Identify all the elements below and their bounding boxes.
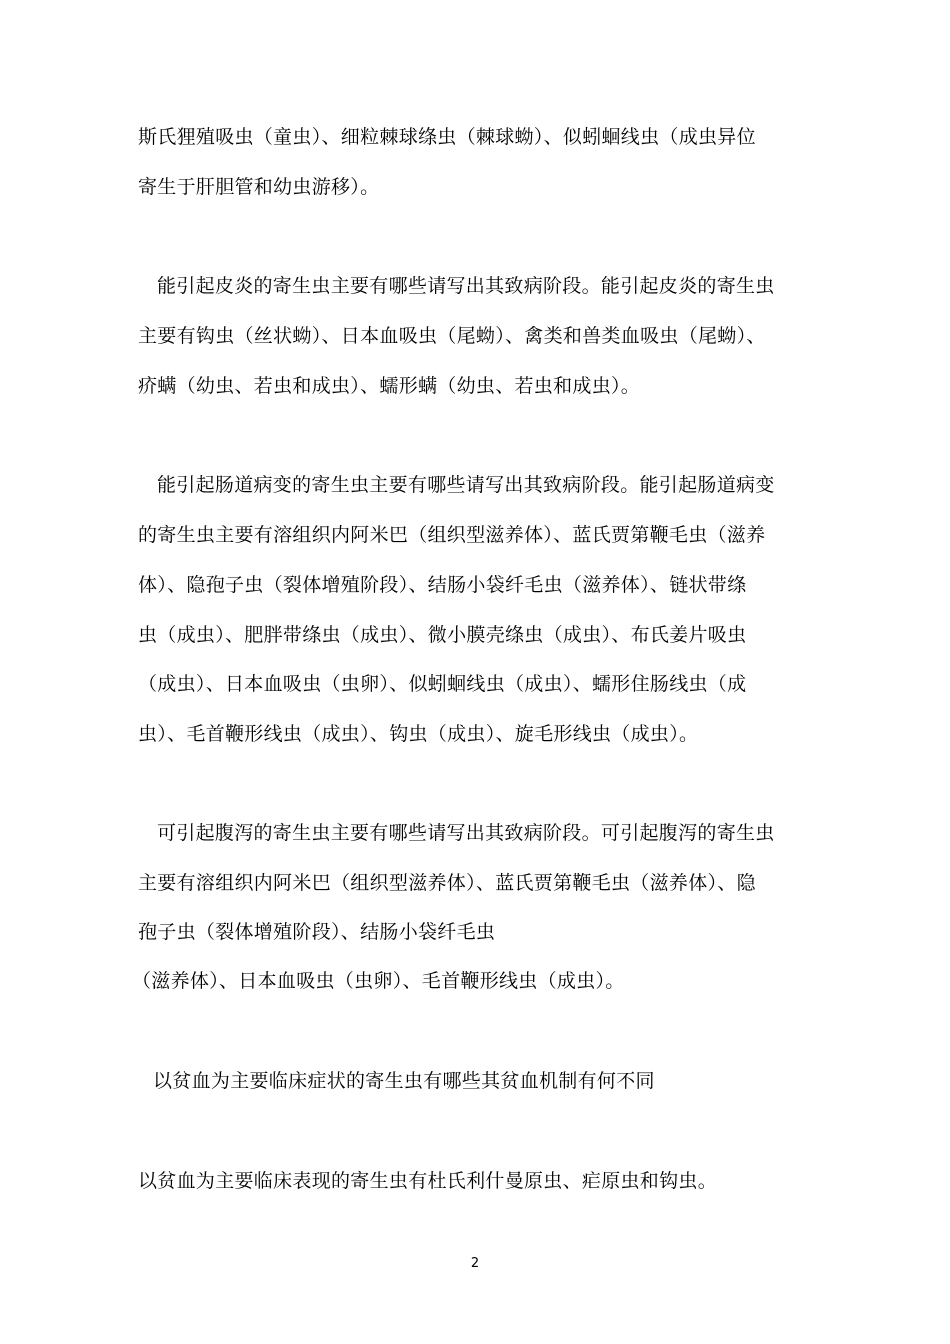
paragraph-line: （滋养体）、日本血吸虫（虫卵）、毛首鞭形线虫（成虫）。 [132, 970, 625, 992]
question-line: 可引起腹泻的寄生虫主要有哪些请写出其致病阶段。可引起腹泻的寄生虫 [157, 822, 775, 844]
question-line: 能引起皮炎的寄生虫主要有哪些请写出其致病阶段。能引起皮炎的寄生虫 [157, 275, 775, 297]
answer-line: 以贫血为主要临床表现的寄生虫有杜氏利什曼原虫、疟原虫和钩虫。 [138, 1170, 718, 1192]
paragraph-line: 寄生于肝胆管和幼虫游移）。 [138, 176, 380, 198]
paragraph-line: 主要有溶组织内阿米巴（组织型滋养体）、蓝氏贾第鞭毛虫（滋养体）、隐 [138, 872, 756, 894]
paragraph-line: 虫）、毛首鞭形线虫（成虫）、钩虫（成虫）、旋毛形线虫（成虫）。 [138, 723, 699, 745]
paragraph-line: 的寄生虫主要有溶组织内阿米巴（组织型滋养体）、蓝氏贾第鞭毛虫（滋养 [138, 524, 766, 546]
paragraph-line: 主要有钩虫（丝状蚴）、日本血吸虫（尾蚴）、禽类和兽类血吸虫（尾蚴）、 [138, 325, 766, 347]
question-line: 能引起肠道病变的寄生虫主要有哪些请写出其致病阶段。能引起肠道病变 [157, 474, 775, 496]
paragraph-line: （成虫）、日本血吸虫（虫卵）、似蚓蛔线虫（成虫）、蠕形住肠线虫（成 [138, 673, 747, 695]
question-line: 以贫血为主要临床症状的寄生虫有哪些其贫血机制有何不同 [153, 1070, 655, 1092]
paragraph-line: 疥螨（幼虫、若虫和成虫）、蠕形螨（幼虫、若虫和成虫）。 [138, 375, 641, 397]
page-number: 2 [470, 1256, 480, 1271]
paragraph-line: 虫（成虫）、肥胖带绦虫（成虫）、微小膜壳绦虫（成虫）、布氏姜片吸虫 [138, 624, 747, 646]
paragraph-line: 体）、隐孢子虫（裂体增殖阶段）、结肠小袋纤毛虫（滋养体）、链状带绦 [138, 574, 747, 596]
paragraph-line: 斯氏狸殖吸虫（童虫）、细粒棘球绦虫（棘球蚴）、似蚓蛔线虫（成虫异位 [138, 126, 756, 148]
paragraph-line: 孢子虫（裂体增殖阶段）、结肠小袋纤毛虫 [138, 921, 496, 943]
